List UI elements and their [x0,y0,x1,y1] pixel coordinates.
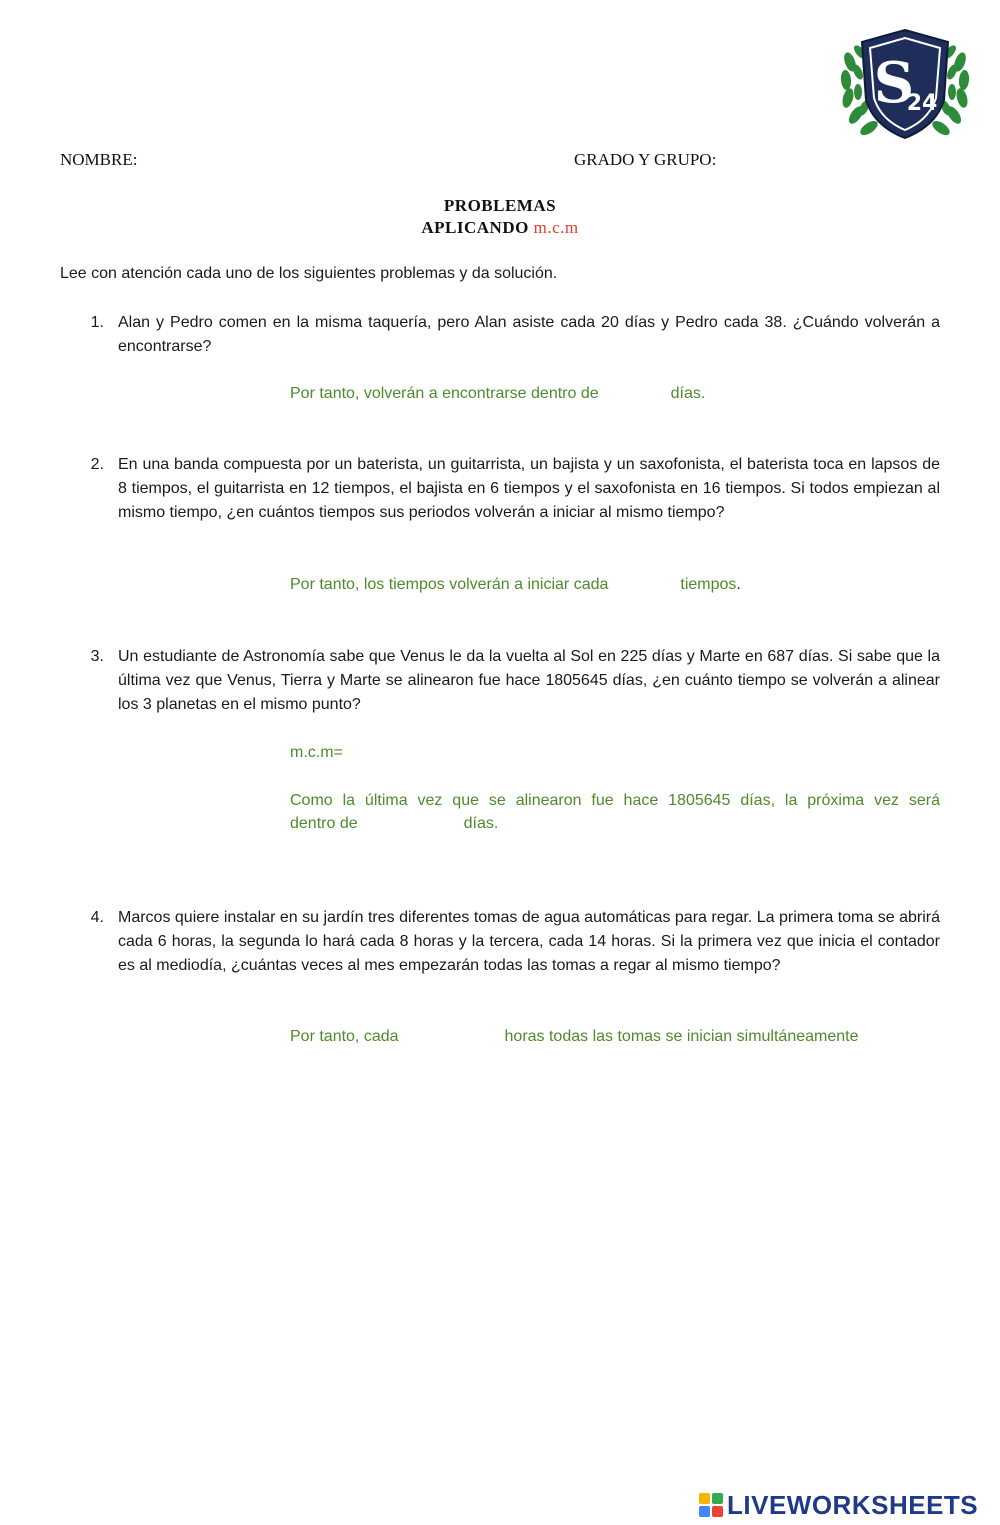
problem-1-answer-after: días. [670,385,706,402]
problem-4-answer-after: horas todas las tomas se inician simultáneamente [504,1028,859,1045]
problem-4-answer [290,1025,858,1049]
liveworksheets-brand [698,1488,978,1522]
problem-4-answer-before: Por tanto, cada [290,1028,399,1045]
grado-grupo-label: GRADO Y GRUPO: [574,150,717,169]
problem-2-answer [290,573,741,597]
problem-1-answer-before: Por tanto, volverán a encontrarse dentro de [290,385,599,402]
problem-2-text: En una banda compuesta por un baterista, un guitarrista, un bajista y un saxofonista, el baterista toca en lapsos de 8 tiempos, el guitarrista en 12 tiempos, el bajista en 6 tiempos y el saxofonista en 16 tiempos. Si todos empiezan al mismo tiempo, ¿en cuántos tiempos sus periodos volverán a iniciar al mismo tiempo? [118,456,940,521]
problem-3-mcm-text: m.c.m= [290,744,343,761]
instructions: Lee con atención cada uno de los siguientes problemas y da solución. [60,265,558,282]
problem-3-answer-after: días. [463,815,499,832]
problem-2-answer-period: . [736,576,741,593]
liveworksheets-logo-icon [698,1492,724,1518]
problem-3-number: 3. [90,648,104,665]
title-line-1: PROBLEMAS [443,196,557,215]
title-line-2 [0,218,1000,238]
problem-3-answer-line2 [290,812,498,836]
problem-3-answer-before: dentro de [290,815,358,832]
problem-3-text: Un estudiante de Astronomía sabe que Venus le da la vuelta al Sol en 225 días y Marte en 687 días. Si sabe que la última vez que Venus, Tierra y Marte se alinearon fue hace 1805645 días, ¿en cuánto tiempo se volverán a alinear los 3 planetas en el mismo punto? [118,648,940,713]
problem-2-number: 2. [90,456,104,473]
school-logo [836,22,974,150]
problem-4-number: 4. [90,909,104,926]
problem-1-answer [290,382,705,406]
problem-4-text: Marcos quiere instalar en su jardín tres diferentes tomas de agua automáticas para regar. La primera toma se abrirá cada 6 horas, la segunda lo hará cada 8 horas y la tercera, cada 14 horas. Si la primera vez que inicia el contador es al mediodía, ¿cuántas veces al mes empezarán todas las tomas a regar al mismo tiempo? [118,909,940,974]
problem-2-answer-before: Por tanto, los tiempos volverán a iniciar cada [290,576,609,593]
svg-text:S: S [873,50,915,116]
problem-2-answer-after: tiempos [680,576,737,593]
title-aplicando: APLICANDO [421,218,529,237]
problem-1-text: Alan y Pedro comen en la misma taquería, pero Alan asiste cada 20 días y Pedro cada 38. ¿Cuándo volverán a encontrarse? [118,314,940,355]
problem-3-answer-line1: Como la última vez que se alinearon fue hace 1805645 días, la próxima vez será [290,792,940,809]
nombre-label: NOMBRE: [60,150,138,169]
shield-laurel-icon [836,22,974,150]
liveworksheets-text: LIVEWORKSHEETS [727,1489,979,1520]
problem-1-number: 1. [90,314,104,331]
svg-text:24: 24 [906,91,938,116]
title-mcm: m.c.m [533,218,579,237]
problem-3-mcm-label [290,741,463,765]
